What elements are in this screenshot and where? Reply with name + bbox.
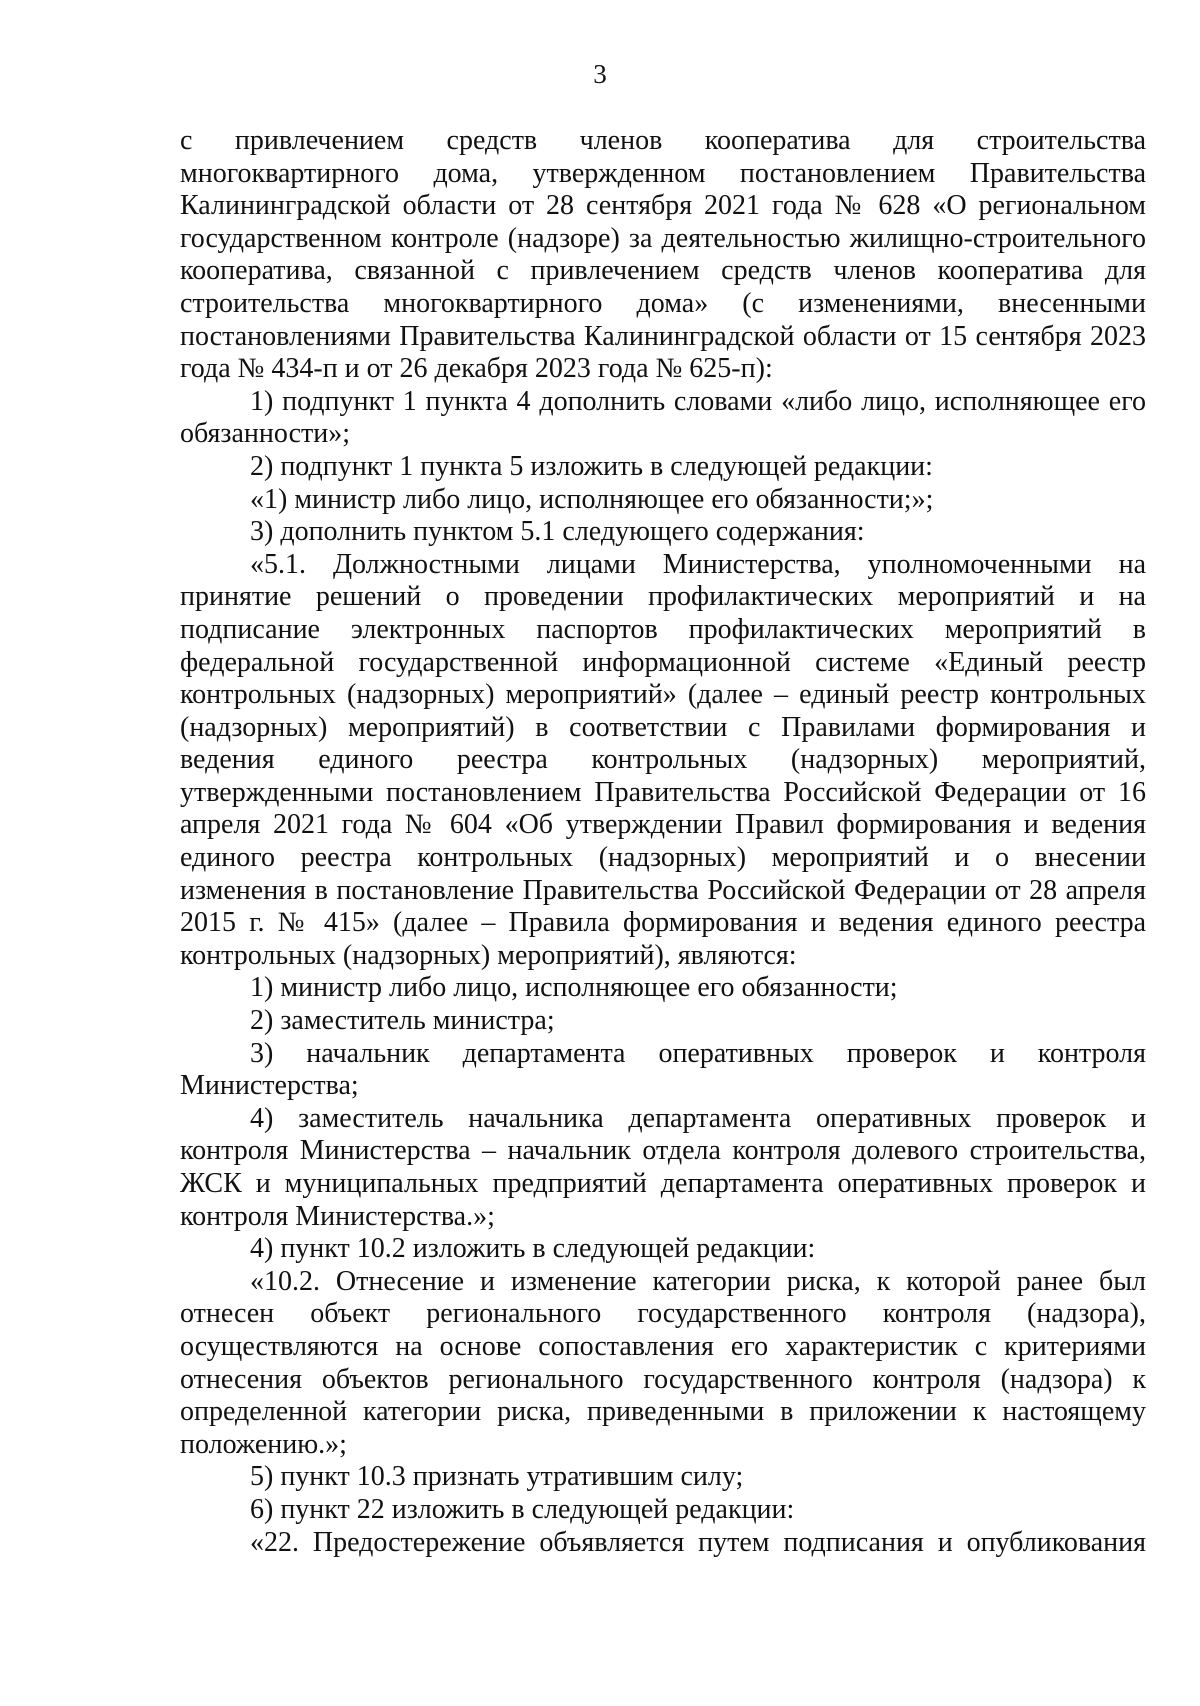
paragraph-item-4: 4) пункт 10.2 изложить в следующей редакции: <box>250 1233 816 1265</box>
paragraph-item-5: 5) пункт 10.3 признать утратившим силу; <box>250 1461 744 1493</box>
page-number: 3 <box>593 59 607 89</box>
paragraph-item-1: 1) подпункт 1 пункта 4 дополнить словами «либо лицо, исполняющее его обязанности»; <box>180 385 1146 450</box>
paragraph-item-3: 3) дополнить пунктом 5.1 следующего содержания: <box>250 516 865 548</box>
paragraph-clause-10-2: «10.2. Отнесение и изменение категории риска, к которой ранее был отнесен объект регионального государственного контроля (надзора), осуществляются на основе сопоставления его характеристик с критериями отнесения объектов регионального государственного контроля (надзора) к определенной категории риска, приведенными в приложении к настоящему положению.»; <box>180 1265 1146 1460</box>
document-body <box>180 125 1146 1559</box>
paragraph-item-2-text: «1) министр либо лицо, исполняющее его обязанности;»; <box>250 483 934 515</box>
paragraph-item-6: 6) пункт 22 изложить в следующей редакции: <box>250 1493 795 1525</box>
paragraph-clause-22: «22. Предостережение объявляется путем подписания и опубликования <box>250 1526 1146 1558</box>
paragraph-intro: с привлечением средств членов кооператива для строительства многоквартирного дома, утвержденном постановлением Правительства Калининградской области от 28 сентября 2021 года № 628 «О региональном государственном контроле (надзоре) за деятельностью жилищно-строительного кооператива, связанной с привлечением средств членов кооператива для строительства многоквартирного дома» (с изменениями, внесенными постановлениями Правительства Калининградской области от 15 сентября 2023 года № 434-п и от 26 декабря 2023 года № 625-п): <box>180 125 1146 385</box>
paragraph-official-4: 4) заместитель начальника департамента оперативных проверок и контроля Министерства – начальник отдела контроля долевого строительства, ЖСК и муниципальных предприятий департамента оперативных проверок и контроля Министерства.»; <box>180 1102 1146 1232</box>
paragraph-clause-5-1: «5.1. Должностными лицами Министерства, уполномоченными на принятие решений о проведении профилактических мероприятий и на подписание электронных паспортов профилактических мероприятий в федеральной государственной информационной системе «Единый реестр контрольных (надзорных) мероприятий» (далее – единый реестр контрольных (надзорных) мероприятий) в соответствии с Правилами формирования и ведения единого реестра контрольных (надзорных) мероприятий, утвержденными постановлением Правительства Российской Федерации от 16 апреля 2021 года № 604 «Об утверждении Правил формирования и ведения единого реестра контрольных (надзорных) мероприятий и о внесении изменения в постановление Правительства Российской Федерации от 28 апреля 2015 г. № 415» (далее – Правила формирования и ведения единого реестра контрольных (надзорных) мероприятий), являются: <box>180 548 1146 971</box>
paragraph-item-2: 2) подпункт 1 пункта 5 изложить в следующей редакции: <box>250 450 933 482</box>
paragraph-official-1: 1) министр либо лицо, исполняющее его обязанности; <box>250 972 898 1004</box>
paragraph-official-3: 3) начальник департамента оперативных проверок и контроля Министерства; <box>180 1037 1146 1102</box>
paragraph-official-2: 2) заместитель министра; <box>250 1005 555 1037</box>
